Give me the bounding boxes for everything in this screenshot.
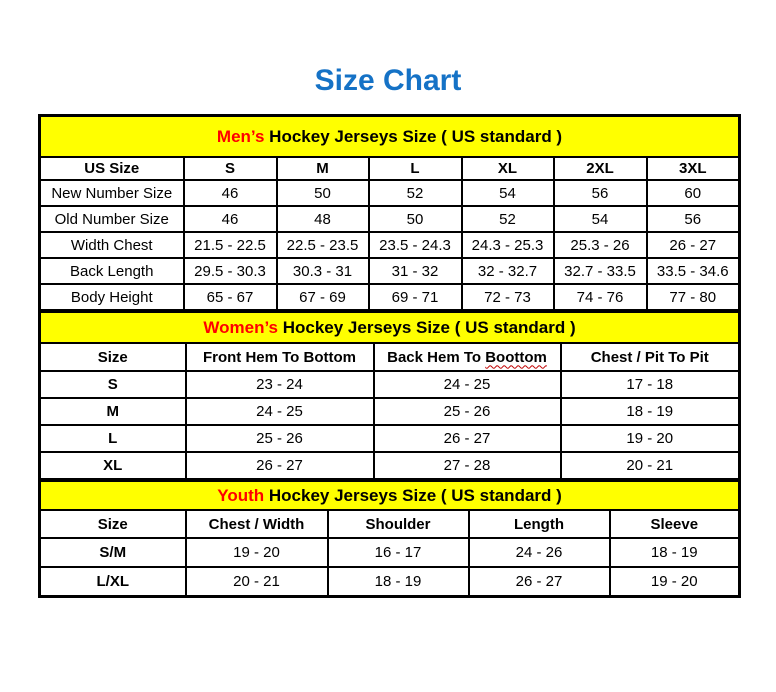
youth-header-row bbox=[40, 510, 740, 538]
column-header-back-hem bbox=[374, 343, 561, 371]
womens-section-banner bbox=[40, 312, 740, 344]
row-label: S bbox=[40, 371, 186, 398]
row-label: Width Chest bbox=[40, 232, 184, 258]
table-row bbox=[40, 284, 740, 311]
mens-size-table bbox=[38, 114, 741, 312]
value-cell: 16 - 17 bbox=[328, 538, 469, 567]
column-header-s: S bbox=[184, 157, 277, 180]
value-cell: 19 - 20 bbox=[186, 538, 328, 567]
value-cell: 29.5 - 30.3 bbox=[184, 258, 277, 284]
value-cell: 26 - 27 bbox=[374, 425, 561, 452]
value-cell: 22.5 - 23.5 bbox=[277, 232, 369, 258]
back-hem-misspelled-word: Boottom bbox=[485, 348, 547, 366]
value-cell: 25 - 26 bbox=[186, 425, 374, 452]
table-row bbox=[40, 371, 740, 398]
value-cell: 24.3 - 25.3 bbox=[462, 232, 554, 258]
column-header-chest-pit: Chest / Pit To Pit bbox=[561, 343, 740, 371]
value-cell: 20 - 21 bbox=[186, 567, 328, 597]
value-cell: 30.3 - 31 bbox=[277, 258, 369, 284]
value-cell: 48 bbox=[277, 206, 369, 232]
youth-banner-highlight: Youth bbox=[217, 485, 265, 505]
value-cell: 60 bbox=[647, 180, 740, 206]
value-cell: 26 - 27 bbox=[647, 232, 740, 258]
value-cell: 21.5 - 22.5 bbox=[184, 232, 277, 258]
table-row bbox=[40, 567, 740, 597]
mens-banner-highlight: Men’s bbox=[216, 126, 265, 146]
value-cell: 50 bbox=[369, 206, 462, 232]
row-label: Body Height bbox=[40, 284, 184, 311]
value-cell: 67 - 69 bbox=[277, 284, 369, 311]
table-row bbox=[40, 206, 740, 232]
value-cell: 32 - 32.7 bbox=[462, 258, 554, 284]
table-row bbox=[40, 180, 740, 206]
value-cell: 56 bbox=[647, 206, 740, 232]
column-header-shoulder: Shoulder bbox=[328, 510, 469, 538]
value-cell: 46 bbox=[184, 206, 277, 232]
row-label: Back Length bbox=[40, 258, 184, 284]
column-header-3xl: 3XL bbox=[647, 157, 740, 180]
value-cell: 23 - 24 bbox=[186, 371, 374, 398]
womens-banner-highlight: Women’s bbox=[203, 317, 278, 337]
table-row bbox=[40, 452, 740, 480]
column-header-m: M bbox=[277, 157, 369, 180]
value-cell: 23.5 - 24.3 bbox=[369, 232, 462, 258]
mens-header-row bbox=[40, 157, 740, 180]
row-label: Old Number Size bbox=[40, 206, 184, 232]
size-chart-tables bbox=[38, 114, 738, 598]
column-header-chest-width: Chest / Width bbox=[186, 510, 328, 538]
womens-banner-row bbox=[40, 312, 740, 344]
column-header-front-hem: Front Hem To Bottom bbox=[186, 343, 374, 371]
row-label: M bbox=[40, 398, 186, 425]
column-header-length: Length bbox=[469, 510, 610, 538]
column-header-us-size: US Size bbox=[40, 157, 184, 180]
table-row bbox=[40, 425, 740, 452]
value-cell: 27 - 28 bbox=[374, 452, 561, 480]
value-cell: 77 - 80 bbox=[647, 284, 740, 311]
womens-size-table bbox=[38, 310, 741, 481]
value-cell: 25 - 26 bbox=[374, 398, 561, 425]
value-cell: 20 - 21 bbox=[561, 452, 740, 480]
row-label: L/XL bbox=[40, 567, 186, 597]
youth-section-banner bbox=[40, 481, 740, 511]
back-hem-prefix: Back Hem To bbox=[387, 348, 486, 366]
row-label: S/M bbox=[40, 538, 186, 567]
value-cell: 74 - 76 bbox=[554, 284, 647, 311]
youth-banner-row bbox=[40, 481, 740, 511]
value-cell: 19 - 20 bbox=[561, 425, 740, 452]
youth-banner-text: Hockey Jerseys Size ( US standard ) bbox=[264, 485, 562, 505]
column-header-xl: XL bbox=[462, 157, 554, 180]
value-cell: 26 - 27 bbox=[469, 567, 610, 597]
column-header-l: L bbox=[369, 157, 462, 180]
value-cell: 33.5 - 34.6 bbox=[647, 258, 740, 284]
row-label: L bbox=[40, 425, 186, 452]
column-header-size: Size bbox=[40, 343, 186, 371]
value-cell: 50 bbox=[277, 180, 369, 206]
value-cell: 18 - 19 bbox=[610, 538, 740, 567]
column-header-size: Size bbox=[40, 510, 186, 538]
value-cell: 26 - 27 bbox=[186, 452, 374, 480]
youth-size-table bbox=[38, 479, 741, 598]
value-cell: 32.7 - 33.5 bbox=[554, 258, 647, 284]
mens-banner-text: Hockey Jerseys Size ( US standard ) bbox=[264, 126, 563, 146]
page-title: Size Chart bbox=[314, 64, 462, 97]
value-cell: 72 - 73 bbox=[462, 284, 554, 311]
mens-section-banner bbox=[40, 116, 740, 158]
table-row bbox=[40, 232, 740, 258]
column-header-2xl: 2XL bbox=[554, 157, 647, 180]
value-cell: 24 - 25 bbox=[186, 398, 374, 425]
value-cell: 56 bbox=[554, 180, 647, 206]
value-cell: 52 bbox=[462, 206, 554, 232]
value-cell: 18 - 19 bbox=[561, 398, 740, 425]
row-label: New Number Size bbox=[40, 180, 184, 206]
value-cell: 31 - 32 bbox=[369, 258, 462, 284]
row-label: XL bbox=[40, 452, 186, 480]
table-row bbox=[40, 398, 740, 425]
value-cell: 24 - 26 bbox=[469, 538, 610, 567]
column-header-sleeve: Sleeve bbox=[610, 510, 740, 538]
value-cell: 54 bbox=[462, 180, 554, 206]
value-cell: 46 bbox=[184, 180, 277, 206]
value-cell: 54 bbox=[554, 206, 647, 232]
table-row bbox=[40, 538, 740, 567]
value-cell: 18 - 19 bbox=[328, 567, 469, 597]
value-cell: 25.3 - 26 bbox=[554, 232, 647, 258]
value-cell: 69 - 71 bbox=[369, 284, 462, 311]
mens-banner-row bbox=[40, 116, 740, 158]
value-cell: 24 - 25 bbox=[374, 371, 561, 398]
value-cell: 19 - 20 bbox=[610, 567, 740, 597]
value-cell: 65 - 67 bbox=[184, 284, 277, 311]
womens-banner-text: Hockey Jerseys Size ( US standard ) bbox=[278, 317, 576, 337]
table-row bbox=[40, 258, 740, 284]
value-cell: 17 - 18 bbox=[561, 371, 740, 398]
womens-header-row bbox=[40, 343, 740, 371]
value-cell: 52 bbox=[369, 180, 462, 206]
